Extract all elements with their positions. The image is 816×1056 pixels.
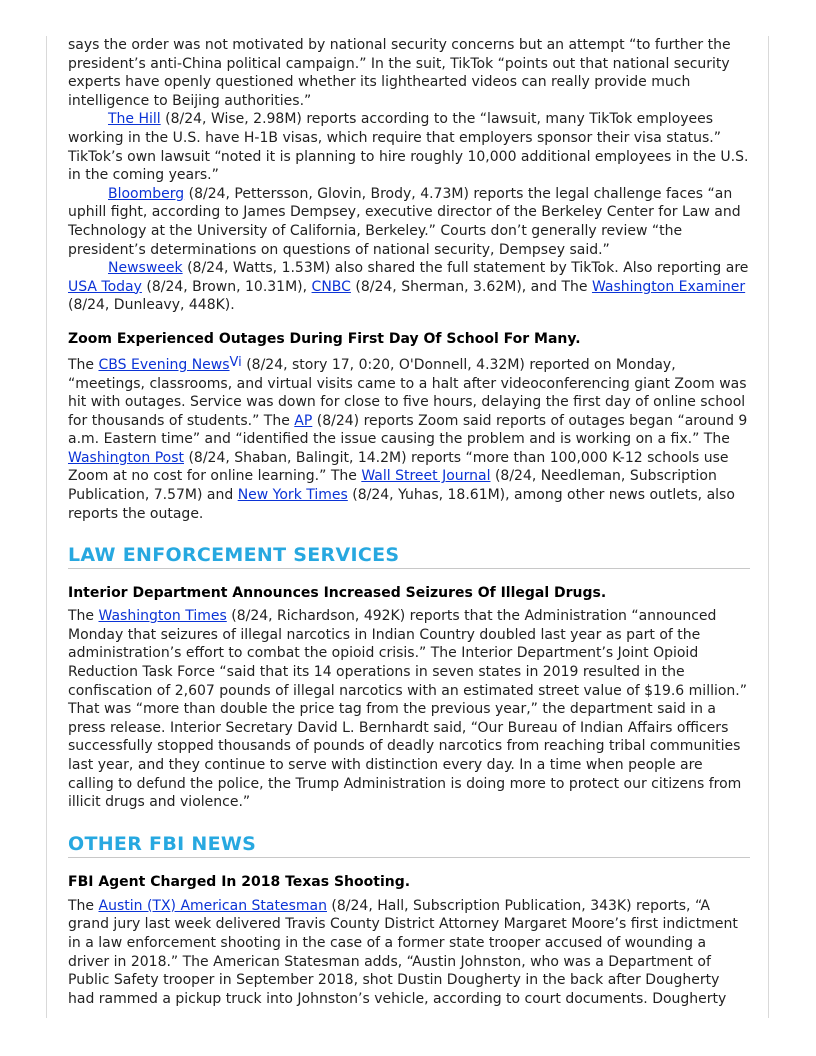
paragraph-text: (8/24, story 17, 0:20, O'Donnell, 4.32M) reported on Monday, “meetings, classrooms, and virtual visits came to a halt after videoconferencing giant Zoom was hit with outages. Service was down for close to five hours, delaying the first day of online school for thousands of students.” The [68,356,747,429]
interior-article-title: Interior Department Announces Increased Seizures Of Illegal Drugs. [68,585,607,602]
wall-street-journal-link[interactable]: Wall Street Journal [361,468,491,485]
paragraph-text: (8/24, Dunleavy, 448K). [68,297,235,314]
tiktok-paragraph-4 [68,259,750,315]
fbi-article-body [68,897,750,1009]
paragraph-text: (8/24, Wise, 2.98M) reports according to the “lawsuit, many TikTok employees working in the U.S. have H-1B visas, which require that employers sponsor their visa status.” TikTok’s own lawsuit “noted it is planning to hire roughly 10,000 additional employees in the U.S. in the coming years.” [68,111,749,184]
tiktok-paragraph-3 [68,185,750,259]
new-york-times-link[interactable]: New York Times [237,487,348,504]
paragraph-text: (8/24) reports Zoom said reports of outages began “around 9 a.m. Eastern time” and “identified the issue causing the problem and is working on a fix.” The [68,412,748,448]
video-icon[interactable]: Vi [229,354,242,370]
paragraph-text: (8/24, Shaban, Balingit, 14.2M) reports “more than 100,000 K-12 schools use Zoom at no cost for online learning.” The [68,449,729,485]
paragraph-text: (8/24, Watts, 1.53M) also shared the full statement by TikTok. Also reporting are [182,260,749,277]
paragraph-text: (8/24, Brown, 10.31M), [141,278,312,295]
ap-link[interactable]: AP [294,412,313,429]
tiktok-paragraph-2 [68,110,750,184]
paragraph-text: The [68,356,99,373]
left-margin-rule [46,36,47,1018]
the-hill-link[interactable]: The Hill [108,111,161,128]
cbs-evening-news-link[interactable]: CBS Evening News [98,356,230,373]
newsweek-link[interactable]: Newsweek [108,260,183,277]
washington-times-link[interactable]: Washington Times [98,608,227,625]
right-margin-rule [768,36,769,1018]
zoom-article-body [68,354,750,523]
washington-examiner-link[interactable]: Washington Examiner [591,278,746,295]
paragraph-text: The [68,897,99,914]
austin-american-statesman-link[interactable]: Austin (TX) American Statesman [98,897,327,914]
paragraph-text: (8/24, Sherman, 3.62M), and The [350,278,592,295]
paragraph-text: (8/24, Yuhas, 18.61M), among other news outlets, also reports the outage. [68,487,735,522]
washington-post-link[interactable]: Washington Post [68,449,185,466]
paragraph-text: (8/24, Needleman, Subscription Publication, 7.57M) and [68,468,717,504]
paragraph-text: (8/24, Pettersson, Glovin, Brody, 4.73M) reports the legal challenge faces “an uphill fight, according to James Dempsey, executive director of the Berkeley Center for Law and Technology at the University of California, Berkeley.” Courts don’t generally review “the president’s determinations on questions of national security, Dempsey said.” [68,185,741,258]
paragraph-text: (8/24, Hall, Subscription Publication, 343K) reports, “A grand jury last week delivered Travis County District Attorney Margaret Moore’s first indictment in a law enforcement shooting in the case of a former state trooper accused of wounding a driver in 2018.” The American Statesman adds, “Austin Johnston, who was a Department of Public Safety trooper in September 2018, shot Dustin Dougherty in the back after Dougherty had rammed a pickup truck into Johnston’s vehicle, according to court documents. Dougherty [68,897,738,1007]
usa-today-link[interactable]: USA Today [68,278,142,295]
paragraph-text: The [68,608,99,625]
fbi-article-title: FBI Agent Charged In 2018 Texas Shooting. [68,873,411,890]
zoom-article-title: Zoom Experienced Outages During First Day Of School For Many. [68,330,581,347]
paragraph-text: (8/24, Richardson, 492K) reports that the Administration “announced Monday that seizures of illegal narcotics in Indian Country doubled last year as part of the administration’s effort to combat the opioid crisis.” The Interior Department’s Joint Opioid Reduction Task Force “said that its 14 operations in seven states in 2019 resulted in the confiscation of 2,607 pounds of illegal narcotics with an estimated street value of $19.6 million.” That was “more than double the price tag from the previous year,” the department said in a press release. Interior Secretary David L. Bernhardt said, “Our Bureau of Indian Affairs officers successfully stopped thousands of pounds of deadly narcotics from reaching tribal communities last year, and they continue to serve with distinction every day. In a time when people are calling to defund the police, the Trump Administration is doing more to protect our citizens from illicit drugs and violence.” [68,608,748,811]
section-heading-law-enforcement: LAW ENFORCEMENT SERVICES [68,543,750,569]
interior-article-body [68,607,750,812]
section-heading-other-fbi-news: OTHER FBI NEWS [68,832,750,858]
bloomberg-link[interactable]: Bloomberg [108,185,185,202]
cnbc-link[interactable]: CNBC [311,278,351,295]
tiktok-paragraph-1: says the order was not motivated by national security concerns but an attempt “to further the president’s anti-China political campaign.” In the suit, TikTok “points out that national security experts have openly questioned whether its lighthearted videos can really provide much intelligence to Beijing authorities.” [68,37,731,109]
newsletter-content [68,36,750,1008]
